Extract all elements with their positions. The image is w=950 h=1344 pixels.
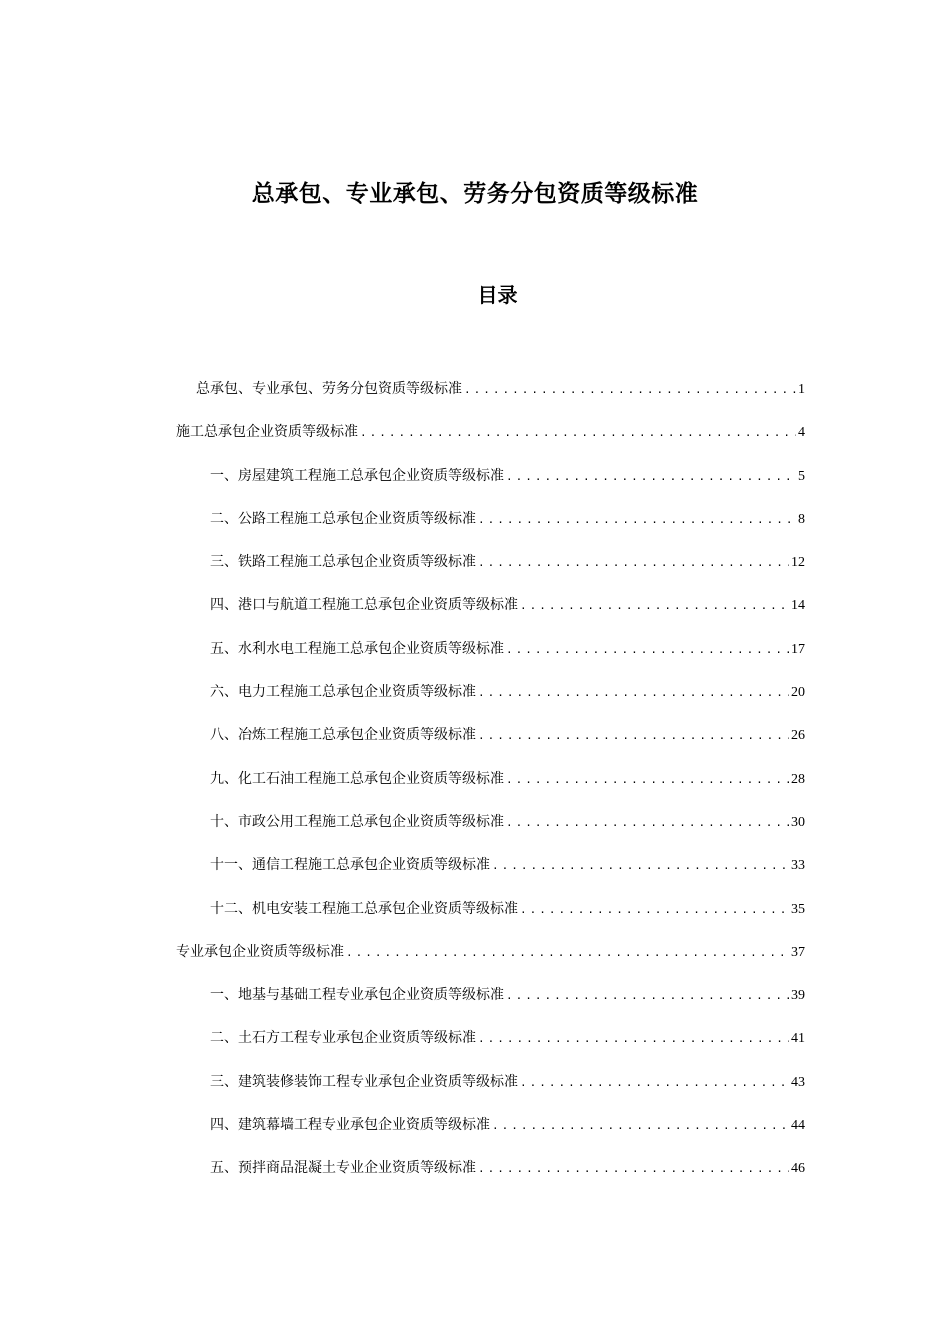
toc-dot-leader bbox=[506, 812, 789, 834]
toc-entry[interactable] bbox=[0, 1071, 950, 1114]
toc-entry-text: 十二、机电安装工程施工总承包企业资质等级标准 bbox=[210, 900, 518, 917]
toc-entry[interactable] bbox=[0, 551, 950, 594]
toc-page-number: 5 bbox=[798, 468, 805, 484]
toc-entry[interactable] bbox=[0, 638, 950, 681]
toc-dot-leader bbox=[506, 466, 796, 488]
toc-entry[interactable] bbox=[0, 724, 950, 767]
toc-entry-text: 十、市政公用工程施工总承包企业资质等级标准 bbox=[210, 813, 504, 830]
toc-entry[interactable] bbox=[0, 594, 950, 637]
toc-page-number: 14 bbox=[791, 598, 805, 614]
toc-dot-leader bbox=[478, 1028, 789, 1050]
toc-dot-leader bbox=[520, 899, 789, 921]
toc-entry[interactable] bbox=[0, 898, 950, 941]
toc-dot-leader bbox=[478, 552, 789, 574]
toc-page-number: 35 bbox=[791, 901, 805, 917]
toc-page-number: 4 bbox=[798, 425, 805, 441]
toc-dot-leader bbox=[520, 595, 789, 617]
toc-entry-text: 十一、通信工程施工总承包企业资质等级标准 bbox=[210, 857, 490, 874]
toc-page-number: 26 bbox=[791, 728, 805, 744]
toc-entry[interactable] bbox=[0, 1157, 950, 1200]
toc-entry-text: 八、冶炼工程施工总承包企业资质等级标准 bbox=[210, 727, 476, 744]
toc-dot-leader bbox=[506, 639, 789, 661]
toc-page-number: 46 bbox=[791, 1161, 805, 1177]
toc-entry[interactable] bbox=[0, 768, 950, 811]
toc-entry[interactable] bbox=[0, 681, 950, 724]
toc-dot-leader bbox=[346, 942, 789, 964]
toc-dot-leader bbox=[492, 855, 789, 877]
toc-entry[interactable] bbox=[0, 811, 950, 854]
toc-entry-text: 专业承包企业资质等级标准 bbox=[176, 943, 344, 960]
toc-dot-leader bbox=[464, 379, 796, 401]
toc-entry-text: 五、预拌商品混凝土专业企业资质等级标准 bbox=[210, 1160, 476, 1177]
toc-entry[interactable] bbox=[0, 421, 950, 464]
toc-dot-leader bbox=[520, 1072, 789, 1094]
toc-page-number: 43 bbox=[791, 1074, 805, 1090]
toc-entry-text: 九、化工石油工程施工总承包企业资质等级标准 bbox=[210, 770, 504, 787]
toc-page-number: 44 bbox=[791, 1118, 805, 1134]
toc-dot-leader bbox=[478, 509, 796, 531]
toc-entry[interactable] bbox=[0, 1027, 950, 1070]
toc-page-number: 17 bbox=[791, 641, 805, 657]
toc-entry-text: 施工总承包企业资质等级标准 bbox=[176, 424, 358, 441]
toc-entry[interactable] bbox=[0, 854, 950, 897]
toc-dot-leader bbox=[360, 422, 796, 444]
toc-entry[interactable] bbox=[0, 984, 950, 1027]
toc-entry[interactable] bbox=[0, 465, 950, 508]
toc-dot-leader bbox=[506, 769, 789, 791]
toc-dot-leader bbox=[492, 1115, 789, 1137]
toc-entry-text: 六、电力工程施工总承包企业资质等级标准 bbox=[210, 684, 476, 701]
toc-entry[interactable] bbox=[0, 1114, 950, 1157]
toc-page-number: 20 bbox=[791, 685, 805, 701]
toc-page-number: 39 bbox=[791, 988, 805, 1004]
toc-entry-text: 四、建筑幕墙工程专业承包企业资质等级标准 bbox=[210, 1117, 490, 1134]
toc-entry-text: 五、水利水电工程施工总承包企业资质等级标准 bbox=[210, 640, 504, 657]
toc-dot-leader bbox=[478, 725, 789, 747]
toc-page-number: 28 bbox=[791, 771, 805, 787]
toc-entry-text: 二、土石方工程专业承包企业资质等级标准 bbox=[210, 1030, 476, 1047]
toc-entry-text: 三、建筑装修装饰工程专业承包企业资质等级标准 bbox=[210, 1073, 518, 1090]
table-of-contents bbox=[0, 378, 950, 1201]
toc-page-number: 1 bbox=[798, 382, 805, 397]
toc-entry-text: 一、地基与基础工程专业承包企业资质等级标准 bbox=[210, 987, 504, 1004]
toc-page-number: 8 bbox=[798, 511, 805, 527]
toc-entry-text: 二、公路工程施工总承包企业资质等级标准 bbox=[210, 510, 476, 527]
toc-page-number: 12 bbox=[791, 555, 805, 571]
toc-page-number: 37 bbox=[791, 944, 805, 960]
toc-dot-leader bbox=[478, 682, 789, 704]
toc-entry[interactable] bbox=[0, 941, 950, 984]
toc-dot-leader bbox=[506, 985, 789, 1007]
toc-entry-text: 总承包、专业承包、劳务分包资质等级标准 bbox=[196, 381, 462, 397]
toc-entry[interactable] bbox=[0, 378, 950, 421]
toc-entry[interactable] bbox=[0, 508, 950, 551]
toc-heading: 目录 bbox=[477, 282, 518, 307]
toc-entry-text: 一、房屋建筑工程施工总承包企业资质等级标准 bbox=[210, 467, 504, 484]
toc-entry-text: 三、铁路工程施工总承包企业资质等级标准 bbox=[210, 554, 476, 571]
toc-page-number: 33 bbox=[791, 858, 805, 874]
toc-dot-leader bbox=[478, 1158, 789, 1180]
toc-page-number: 41 bbox=[791, 1031, 805, 1047]
document-title: 总承包、专业承包、劳务分包资质等级标准 bbox=[251, 181, 699, 208]
toc-entry-text: 四、港口与航道工程施工总承包企业资质等级标准 bbox=[210, 597, 518, 614]
toc-page-number: 30 bbox=[791, 814, 805, 830]
